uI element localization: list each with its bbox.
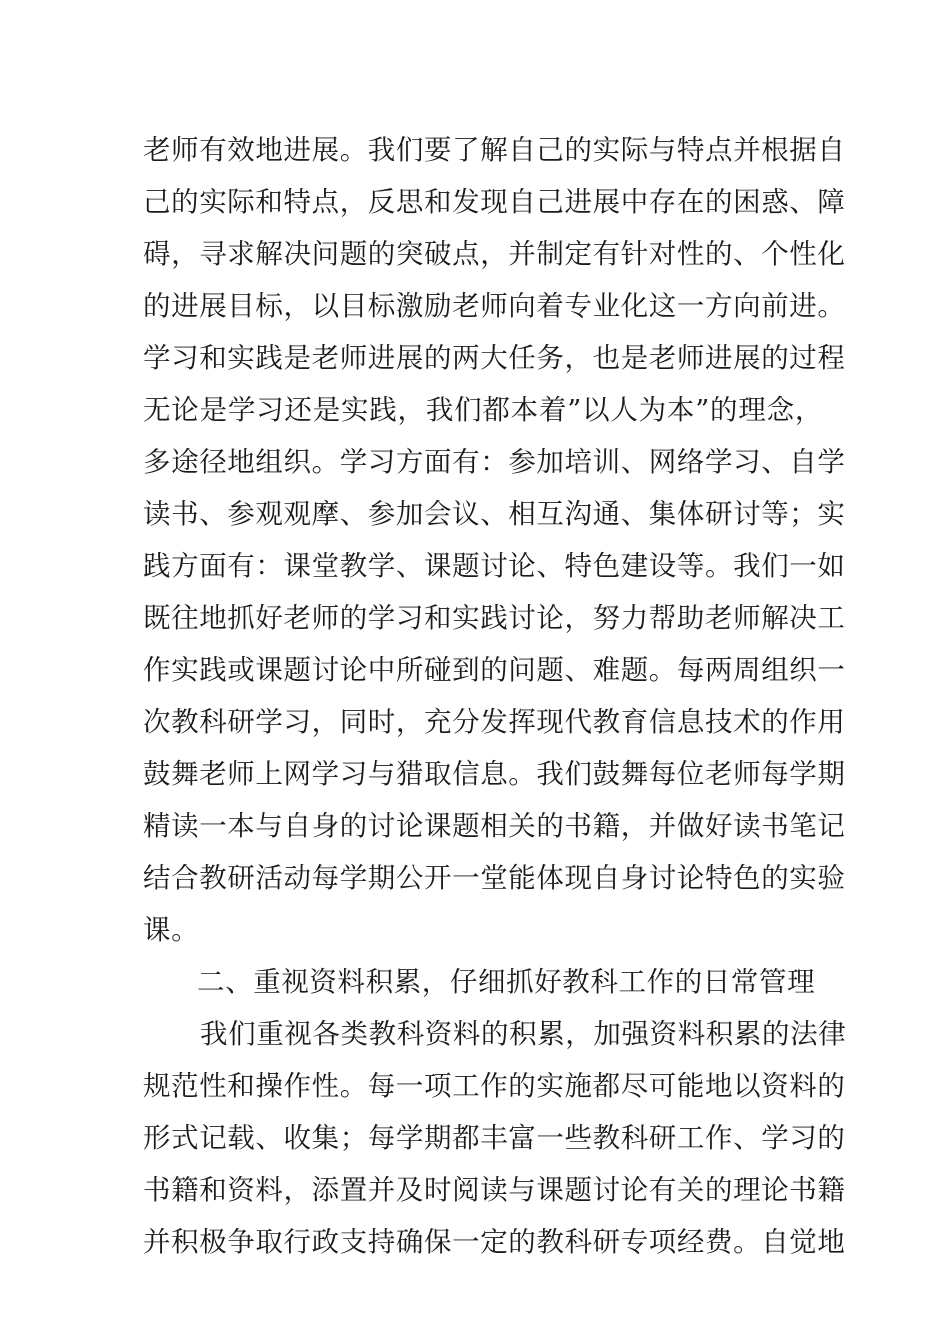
paragraph-line: 作实践或课题讨论中所碰到的问题、难题。每两周组织一 bbox=[143, 654, 846, 686]
paragraph-line: 多途径地组织。学习方面有：参加培训、网络学习、自学 bbox=[143, 446, 846, 478]
paragraph-line: 学习和实践是老师进展的两大任务，也是老师进展的过程 bbox=[143, 342, 846, 374]
paragraph-line: 无论是学习还是实践，我们都本着”以人为本”的理念， bbox=[143, 394, 823, 426]
paragraph-line: 碍，寻求解决问题的突破点，并制定有针对性的、个性化 bbox=[143, 238, 846, 270]
paragraph-line: 规范性和操作性。每一项工作的实施都尽可能地以资料的 bbox=[143, 1070, 846, 1102]
paragraph-line: 书籍和资料，添置并及时阅读与课题讨论有关的理论书籍 bbox=[143, 1174, 846, 1206]
paragraph-first-line: 我们重视各类教科资料的积累，加强资料积累的法律 bbox=[200, 1018, 847, 1050]
paragraph-line: 鼓舞老师上网学习与猎取信息。我们鼓舞每位老师每学期 bbox=[143, 758, 846, 790]
paragraph-line: 并积极争取行政支持确保一定的教科研专项经费。自觉地 bbox=[143, 1226, 846, 1258]
paragraph-line: 精读一本与自身的讨论课题相关的书籍，并做好读书笔记 bbox=[143, 810, 846, 842]
paragraph-line: 既往地抓好老师的学习和实践讨论，努力帮助老师解决工 bbox=[143, 602, 846, 634]
paragraph-line: 己的实际和特点，反思和发现自己进展中存在的困惑、障 bbox=[143, 186, 846, 218]
paragraph-line: 老师有效地进展。我们要了解自己的实际与特点并根据自 bbox=[143, 134, 846, 166]
section-heading: 二、重视资料积累，仔细抓好教科工作的日常管理 bbox=[197, 966, 816, 998]
paragraph-line: 次教科研学习，同时，充分发挥现代教育信息技术的作用 bbox=[143, 706, 846, 738]
paragraph-line: 结合教研活动每学期公开一堂能体现自身讨论特色的实验 bbox=[143, 862, 846, 894]
paragraph-line: 的进展目标，以目标激励老师向着专业化这一方向前进。 bbox=[143, 290, 846, 322]
paragraph-line: 读书、参观观摩、参加会议、相互沟通、集体研讨等；实 bbox=[143, 498, 846, 530]
paragraph-line: 践方面有：课堂教学、课题讨论、特色建设等。我们一如 bbox=[143, 550, 846, 582]
paragraph-line: 课。 bbox=[143, 914, 200, 946]
paragraph-line: 形式记载、收集；每学期都丰富一些教科研工作、学习的 bbox=[143, 1122, 846, 1154]
